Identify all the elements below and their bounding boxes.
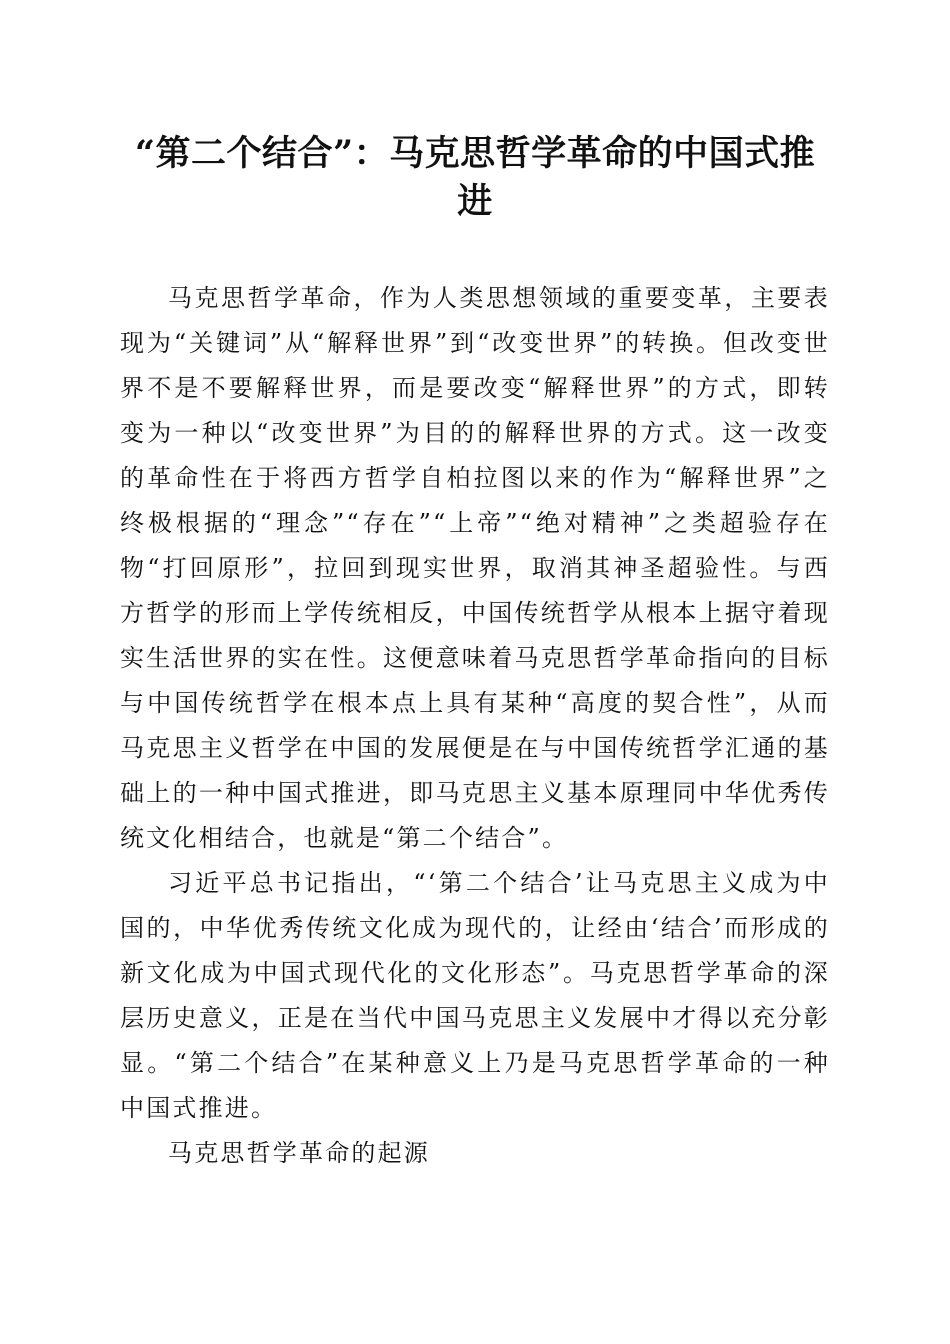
- document-body: [120, 276, 830, 1176]
- paragraph-2: 习近平总书记指出，“‘第二个结合’让马克思主义成为中国的，中华优秀传统文化成为现代的，让经由‘结合’而形成的新文化成为中国式现代化的文化形态”。马克思哲学革命的深层历史意义，正是在当代中国马克思主义发展中才得以充分彰显。“第二个结合”在某种意义上乃是马克思哲学革命的一种中国式推进。: [120, 869, 830, 1122]
- document-title: “第二个结合”：马克思哲学革命的中国式推进: [134, 133, 816, 222]
- paragraph-1: 马克思哲学革命，作为人类思想领域的重要变革，主要表现为“关键词”从“解释世界”到“改变世界”的转换。但改变世界不是不要解释世界，而是要改变“解释世界”的方式，即转变为一种以“改变世界”为目的的解释世界的方式。这一改变的革命性在于将西方哲学自柏拉图以来的作为“解释世界”之终极根据的“理念”“存在”“上帝”“绝对精神”之类超验存在物“打回原形”，拉回到现实世界，取消其神圣超验性。与西方哲学的形而上学传统相反，中国传统哲学从根本上据守着现实生活世界的实在性。这便意味着马克思哲学革命指向的目标与中国传统哲学在根本点上具有某种“高度的契合性”，从而马克思主义哲学在中国的发展便是在与中国传统哲学汇通的基础上的一种中国式推进，即马克思主义基本原理同中华优秀传统文化相结合，也就是“第二个结合”。: [120, 284, 830, 852]
- section-heading: 马克思哲学革命的起源: [168, 1139, 430, 1167]
